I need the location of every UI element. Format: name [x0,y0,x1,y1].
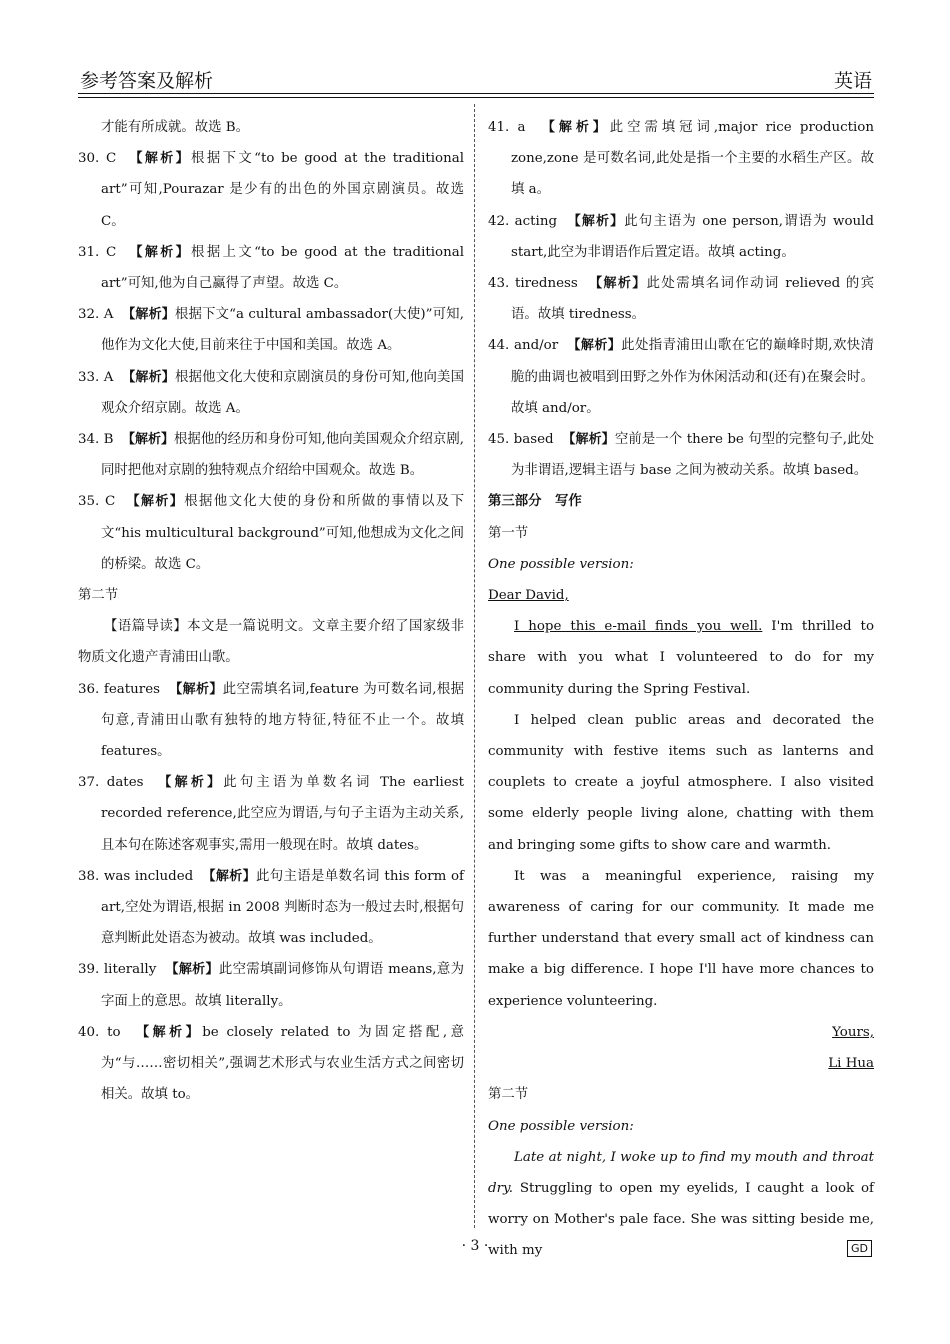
analysis-tag: 【解析】 [567,338,622,354]
letter-signature: Li Hua [828,1056,874,1072]
right_col-entry [488,268,874,330]
left_col-entry [78,1017,464,1111]
page-number: · 3 · [461,1238,489,1254]
left_col-entry [78,112,464,143]
answer-number: 32. A [78,307,114,323]
right_col-entry [488,206,874,268]
analysis-tag: 【解析】 [202,868,256,884]
analysis-tag: 【解析】 [129,151,192,167]
right_col-entry [488,112,874,206]
header-rule-thin [78,97,874,98]
answer-number: 35. C [78,494,116,510]
analysis-tag: 【解析】 [126,494,185,510]
column-divider [474,104,475,1228]
entry-text: 根据下文“to be good at the traditional art”可知,Pourazar 是少有的出色的外国京剧演员。故选 C。 [101,151,464,229]
left_col-entry [78,611,464,673]
story-given-sentence: Late at night, I woke up to find my mouth and throat dry. [488,1149,874,1196]
analysis-tag: 【解析】 [129,244,192,260]
answer-number: 33. A [78,369,114,385]
letter-paragraph-2: I helped clean public areas and decorated the community with festive items such as lanterns and couplets to create a joyful atmosphere. I also visited some elderly people living alone, chatting with them and bringing some gifts to show care and warmth. [488,712,874,853]
analysis-tag: 【解析】 [122,369,175,385]
left_col-entry [78,861,464,955]
entry-text: 【语篇导读】本文是一篇说明文。文章主要介绍了国家级非物质文化遗产青浦田山歌。 [78,619,464,666]
answer-number: 30. C [78,151,117,167]
version-two-label: One possible version: [488,1118,634,1134]
entry-text: 此句主语是单数名词 this form of art,空处为谓语,根据 in 2008 判断时态为一般过去时,根据句意判断此处语态为被动。故填 was included。 [101,868,464,947]
analysis-tag: 【解析】 [158,775,224,791]
header-rule-thick [78,93,874,94]
entry-text: 根据他文化大使的身份和所做的事情以及下文“his multicultural background”可知,他想成为文化之间的桥梁。故选 C。 [101,494,464,572]
right-column [488,112,874,1267]
entry-text: 此空需填副词修饰从句谓语 means,意为字面上的意思。故填 literally。 [101,962,464,1009]
right-answers [488,112,874,486]
answer-number: 41. a [488,120,526,135]
analysis-tag: 【解析】 [165,962,219,978]
analysis-tag: 【解析】 [589,276,647,292]
analysis-tag: 【解析】 [169,681,223,697]
entry-text: 此处指青浦田山歌在它的巅峰时期,欢快清脆的曲调也被唱到田野之外作为休闲活动和(还有)在聚会时。故填 and/or。 [511,338,874,416]
entry-text: 才能有所成就。故选 B。 [101,120,250,135]
section-two-title: 第二节 [488,1087,529,1103]
left_col-entry [78,299,464,361]
answer-number: 44. and/or [488,338,559,354]
entry-text: 根据他的经历和身份可知,他向美国观众介绍京剧,同时把他对京剧的独特观点介绍给中国观众。故选 B。 [101,432,464,479]
header-left-title: 参考答案及解析 [80,70,214,92]
header-subject: 英语 [833,70,872,92]
entry-text: 根据他文化大使和京剧演员的身份可知,他向美国观众介绍京剧。故选 A。 [101,369,464,416]
answer-number: 43. tiredness [488,276,578,292]
left_col-entry [78,237,464,299]
paragraph-1-rest: I'm thrilled to share with you what I volunteered to do for my community during the Spring Festival. [488,619,875,697]
entry-text: 此句主语为单数名词 The earliest recorded reference,此空应为谓语,与句子主语为主动关系,且本句在陈述客观事实,需用一般现在时。故填 dates。 [101,775,464,853]
letter-paragraph-3: It was a meaningful experience, raising my awareness of caring for our community. It made me further understand that every small act of kindness can make a big difference. I hope I'll have more chances to experience volunteering. [488,868,874,1009]
story-paragraph-rest: Struggling to open my eyelids, I caught a look of worry on Mother's pale face. She was sitting beside me, with my [488,1180,874,1259]
left_col-entry [78,674,464,768]
left_col-entry [78,954,464,1016]
analysis-tag: 【解析】 [567,213,625,229]
left_col-entry [78,767,464,861]
entry-text: 此处需填名词作动词 relieved 的宾语。故填 tiredness。 [511,276,874,323]
salutation: Dear David, [488,588,569,604]
entry-text: 空前是一个 there be 句型的完整句子,此处为非谓语,逻辑主语与 base 之间为被动关系。故填 based。 [511,432,874,479]
left_col-entry [78,486,464,580]
right_col-entry [488,424,874,486]
section-one-title: 第一节 [488,525,529,541]
entry-text: 第二节 [78,588,119,604]
letter-paragraph-1 [488,611,874,705]
answer-number: 36. features [78,681,160,697]
letter-closing: Yours, [832,1024,874,1040]
entry-text: 根据上文“to be good at the traditional art”可知,他为自己赢得了声望。故选 C。 [101,244,464,292]
greeting-sentence: I hope this e-mail finds you well. [514,619,763,635]
analysis-tag: 【解析】 [121,432,175,448]
region-badge: GD [847,1240,872,1257]
left-column [78,112,464,1111]
left_col-entry [78,362,464,424]
answer-number: 31. C [78,244,117,260]
left_col-entry [78,424,464,486]
answer-number: 38. was included [78,868,194,884]
answer-number: 40. to [78,1024,121,1040]
entry-text: 此句主语为 one person,谓语为 would start,此空为非谓语作后置定语。故填 acting。 [511,213,874,260]
answer-number: 45. based [488,432,554,448]
entry-text: 根据下文“a cultural ambassador(大使)”可知,他作为文化大使,目前来往于中国和美国。故选 A。 [101,307,464,354]
writing-part-title: 第三部分 写作 [488,494,582,510]
answer-number: 42. acting [488,213,558,229]
answer-number: 34. B [78,432,114,448]
analysis-tag: 【解析】 [562,432,615,448]
entry-text: 此空需填名词,feature 为可数名词,根据句意,青浦田山歌有独特的地方特征,特征不止一个。故填 features。 [101,681,465,760]
analysis-tag: 【解析】 [136,1024,203,1040]
left_col-entry [78,580,464,611]
analysis-tag: 【解析】 [541,120,610,135]
analysis-tag: 【解析】 [122,307,175,323]
version-one-label: One possible version: [488,556,634,572]
entry-text: be closely related to 为固定搭配,意为“与……密切相关”,强调艺术形式与农业生活方式之间密切相关。故填 to。 [101,1024,464,1103]
page-header [78,64,874,94]
right_col-entry [488,330,874,424]
entry-text: 此空需填冠词,major rice production zone,zone 是可数名词,此处是指一个主要的水稻生产区。故填 a。 [511,120,874,198]
answer-number: 39. literally [78,962,157,978]
answer-number: 37. dates [78,775,144,791]
left_col-entry [78,143,464,237]
